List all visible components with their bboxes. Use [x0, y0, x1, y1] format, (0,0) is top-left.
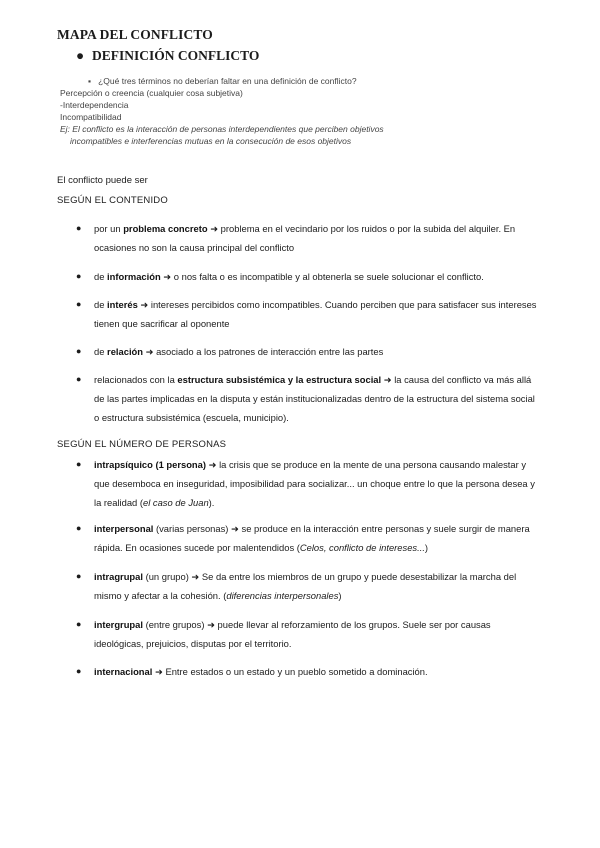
list-item-intrapsiquico: ● intrapsíquico (1 persona) ➜ la crisis que se produce en la mente de una persona causando malestar y que desemboca en inseguridad, imposibilidad para socializar... un choque entre lo que la persona desea y la realidad (el caso de Juan). [94, 455, 542, 512]
document-title: MAPA DEL CONFLICTO [57, 27, 213, 42]
list-item-problema: ● por un problema concreto ➜ problema en el vecindario por los ruidos o por la subida del alquiler. En ocasiones no son la causa principal del conflicto [94, 219, 542, 257]
list-item-informacion: ● de información ➜ o nos falta o es incompatible y al obtenerla se suele solucionar el conflicto. [94, 267, 542, 286]
section-heading-personas: SEGÚN EL NÚMERO DE PERSONAS [57, 439, 227, 450]
bullet-icon: ● [76, 223, 82, 233]
bullet-icon: ● [76, 299, 82, 309]
subtitle-text: DEFINICIÓN CONFLICTO [92, 48, 260, 63]
bullet-icon: ● [76, 48, 85, 63]
bullet-icon: ● [76, 271, 82, 281]
faded-question: ▪ ¿Qué tres términos no deberían faltar en una definición de conflicto? [88, 76, 357, 86]
bullet-icon: ● [76, 619, 82, 629]
bullet-icon: ● [76, 571, 82, 581]
list-item-intergrupal: ● intergrupal (entre grupos) ➜ puede llevar al reforzamiento de los grupos. Suele ser por causas ideológicas, prejuicios, disputas por el territorio. [94, 615, 542, 653]
bullet-icon: ● [76, 666, 82, 676]
section-heading-content: SEGÚN EL CONTENIDO [57, 195, 168, 206]
list-item-estructura: ● relacionados con la estructura subsistémica y la estructura social ➜ la causa del conflicto va más allá de las partes implicadas en la disputa y están institucionalizadas dentro de la estructura del sistema social o estructura subsistémica (escuela, municipio). [94, 370, 542, 427]
list-item-interes: ● de interés ➜ intereses percibidos como incompatibles. Cuando perciben que para satisfacer sus intereses tienen que sacrificar al oponente [94, 295, 542, 333]
list-item-relacion: ● de relación ➜ asociado a los patrones de interacción entre las partes [94, 342, 542, 361]
bullet-icon: ● [76, 346, 82, 356]
list-item-interpersonal: ● interpersonal (varias personas) ➜ se produce en la interacción entre personas y suele surgir de manera rápida. En ocasiones sucede por malentendidos (Celos, conflicto de intereses...) [94, 519, 542, 557]
bullet-icon: ● [76, 374, 82, 384]
bullet-icon: ● [76, 459, 82, 469]
faded-line-5: incompatibles e interferencias mutuas en la consecución de esos objetivos [70, 136, 352, 146]
intro-text: El conflicto puede ser [57, 175, 148, 186]
list-item-internacional: ● internacional ➜ Entre estados o un estado y un pueblo sometido a dominación. [94, 662, 542, 681]
section-heading-definition [76, 48, 259, 64]
list-item-intragrupal: ● intragrupal (un grupo) ➜ Se da entre los miembros de un grupo y puede desestabilizar la marcha del mismo y afectar a la cohesión. (diferencias interpersonales) [94, 567, 542, 605]
faded-line-3: Incompatibilidad [60, 112, 122, 122]
faded-line-2: -Interdependencia [60, 100, 129, 110]
bullet-icon: ● [76, 523, 82, 533]
faded-line-4: Ej: El conflicto es la interacción de personas interdependientes que perciben objetivos [60, 124, 384, 134]
faded-line-1: Percepción o creencia (cualquier cosa subjetiva) [60, 88, 243, 98]
